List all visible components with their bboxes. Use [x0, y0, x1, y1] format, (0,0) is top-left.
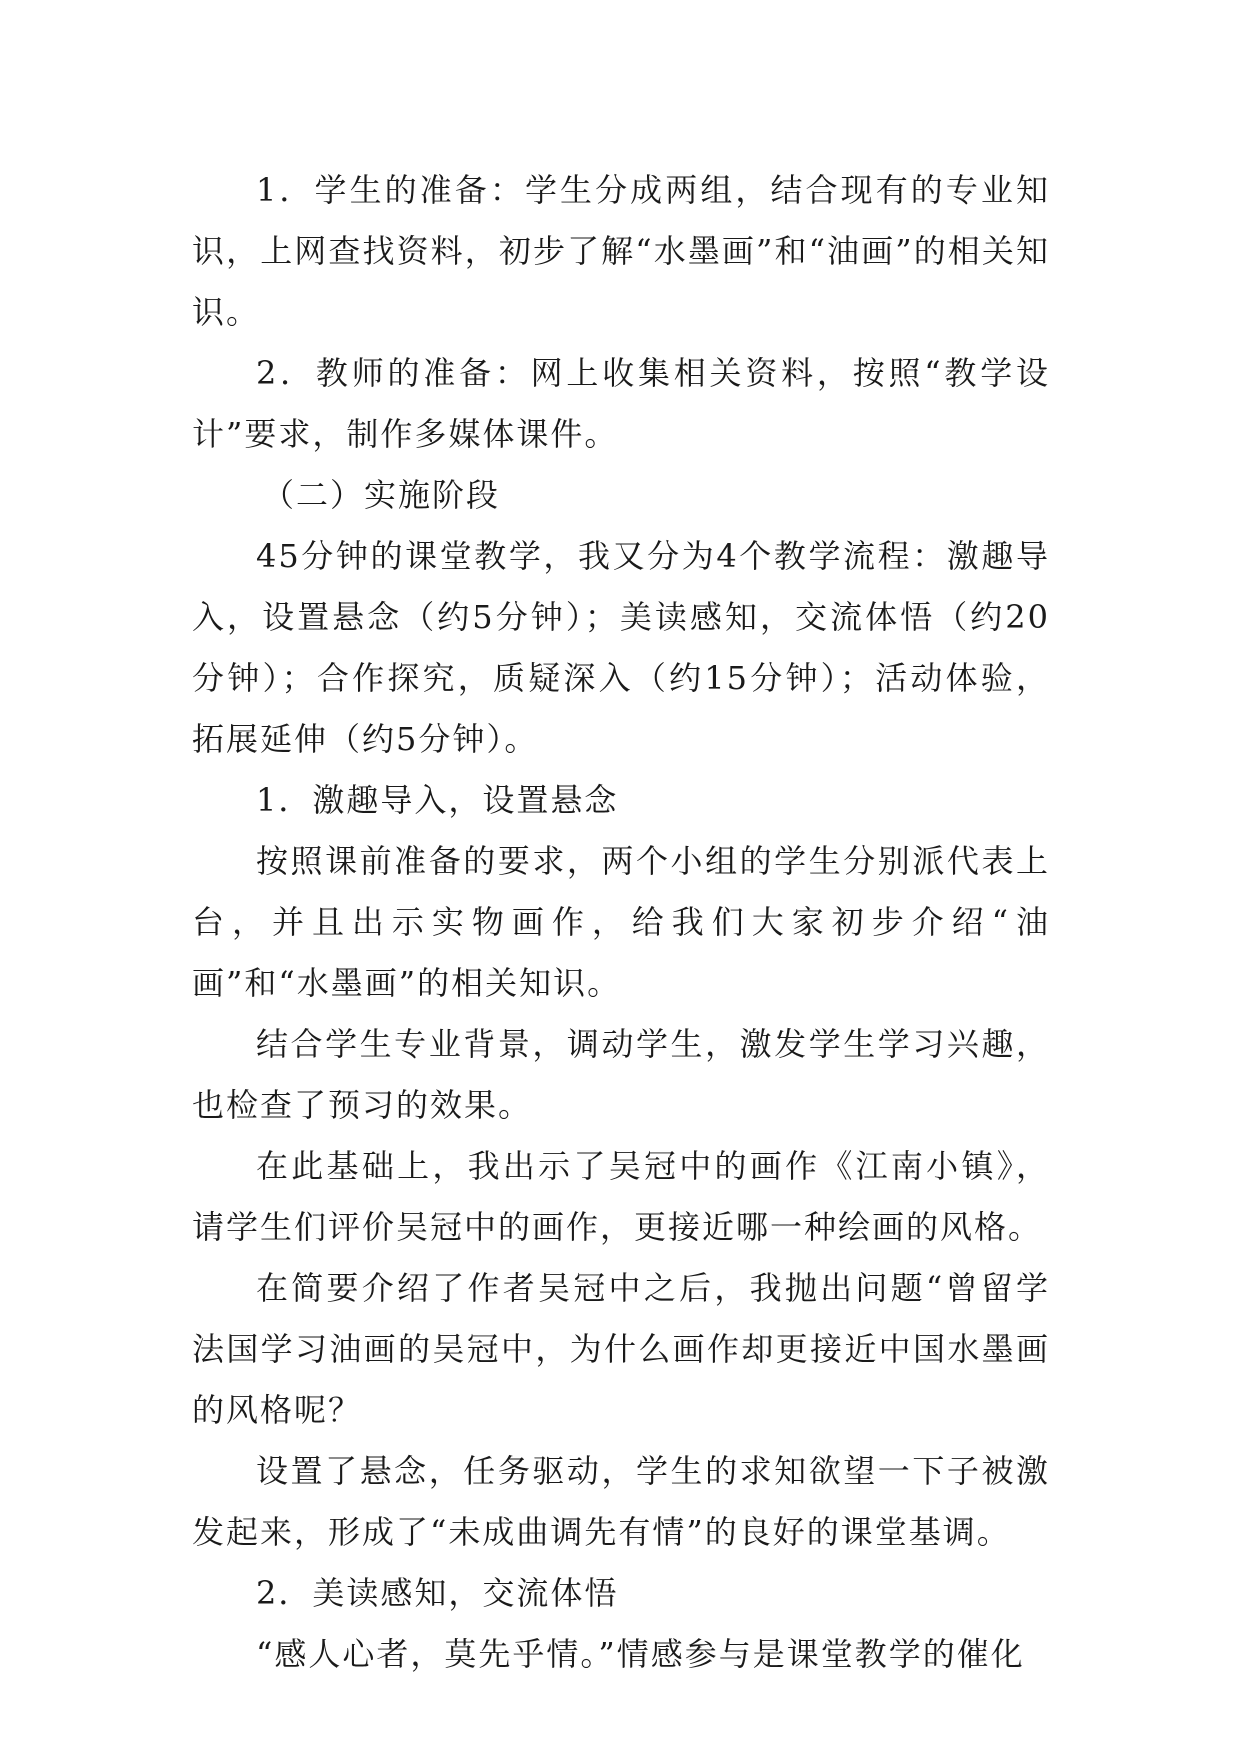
paragraph-question-posed: 在简要介绍了作者吴冠中之后，我抛出问题“曾留学法国学习油画的吴冠中，为什么画作却更接近中国水墨画的风格呢？	[192, 1269, 1050, 1429]
paragraph-suspense-set: 设置了悬念，任务驱动，学生的求知欲望一下子被激发起来，形成了“未成曲调先有情”的良好的课堂基调。	[192, 1452, 1050, 1551]
subheading-step-1: 1．激趣导入，设置悬念	[256, 781, 619, 819]
paragraph-painting-shown: 在此基础上，我出示了吴冠中的画作《江南小镇》，请学生们评价吴冠中的画作，更接近哪一种绘画的风格。	[192, 1147, 1050, 1246]
paragraph-teaching-flow: 45分钟的课堂教学，我又分为4个教学流程：激趣导入，设置悬念（约5分钟）；美读感知，交流体悟（约20分钟）；合作探究，质疑深入（约15分钟）；活动体验，拓展延伸（约5分钟）。	[192, 537, 1050, 758]
paragraph-group-presentation: 按照课前准备的要求，两个小组的学生分别派代表上台，并且出示实物画作，给我们大家初步介绍“油画”和“水墨画”的相关知识。	[192, 842, 1050, 1002]
subheading-step-2: 2．美读感知，交流体悟	[256, 1574, 619, 1612]
paragraph-student-background: 结合学生专业背景，调动学生，激发学生学习兴趣，也检查了预习的效果。	[192, 1025, 1050, 1124]
document-body	[192, 160, 1050, 1685]
paragraph-student-preparation: 1．学生的准备：学生分成两组，结合现有的专业知识，上网查找资料，初步了解“水墨画”和“油画”的相关知识。	[192, 171, 1050, 331]
paragraph-emotion-quote: “感人心者，莫先乎情。”情感参与是课堂教学的催化	[256, 1635, 1025, 1673]
paragraph-teacher-preparation: 2．教师的准备：网上收集相关资料，按照“教学设计”要求，制作多媒体课件。	[192, 354, 1050, 453]
section-heading-implementation: （二）实施阶段	[262, 476, 501, 514]
